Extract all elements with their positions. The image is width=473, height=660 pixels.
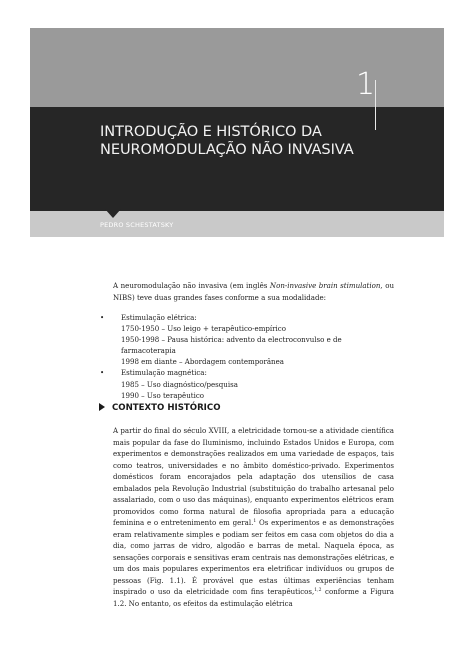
triangle-marker-icon	[99, 403, 105, 411]
intro-text-end: ou NIBS) teve duas grandes fases conforme a sua modalidade:	[113, 281, 394, 302]
list-item-label: Estimulação elétrica:	[121, 313, 197, 322]
footnote-ref-1: 1	[253, 519, 257, 524]
list-item-magnetic	[95, 367, 395, 400]
chapter-title: INTRODUÇÃO E HISTÓRICO DA NEUROMODULAÇÃO NÃO INVASIVA	[100, 123, 354, 158]
list-item-label: Estimulação magnética:	[121, 368, 207, 378]
list-subitem: 1950-1998 – Pausa histórica: advento da electroconvulso e de farmacoterapia	[121, 335, 342, 356]
chapter-author: PEDRO SCHESTATSKY	[100, 221, 174, 229]
list-subitem: 1985 – Uso diagnóstico/pesquisa	[121, 379, 238, 389]
chapter-number: 1	[356, 67, 376, 102]
modality-list	[95, 312, 395, 401]
list-subitem: 1750-1950 – Uso leigo + terapêutico-empírico	[121, 324, 286, 334]
history-paragraph	[113, 425, 394, 609]
bullet-icon: •	[100, 313, 105, 322]
intro-term-english: Non-invasive brain stimulation,	[269, 281, 383, 290]
history-text-part1: A partir do final do século XVIII, a eletricidade tornou-se a atividade científica mais popular da fase do Iluminismo, incluindo Estados Unidos e Europa, com experimentos e demonstrações realizados em uma variedade de espaços, tais como teatros, universidades e no âmbito doméstico-privado. Experimentos domésticos foram encorajados pela adaptação dos utensílios de casa embalados pela Revolução Industrial (substituição do trabalho artesanal pelo assalariado, com o uso das máquinas), enquanto experimentos elétricos eram promovidos como forma natural de filosofia apropriada para a educação feminina e o entretenimento em geral.	[113, 426, 394, 527]
section-heading-text: CONTEXTO HISTÓRICO	[112, 403, 221, 413]
history-text-part2: Os experimentos e as demonstrações eram relativamente simples e podiam ser feitos em casa com objetos do dia a dia, como jarras de vidro, algodão e barras de metal. Naquela época, as sensações corporais e sensitivas eram centrais nas demonstrações elétricas, e um dos mais populares experimentos era eletrificar indivíduos ou grupos de pessoas (Fig. 1.1). É provável que estas últimas experiências tenham inspirado o uso da eletricidade com fins terapêuticos,	[113, 518, 395, 596]
chapter-header-author-band	[30, 211, 444, 237]
section-heading	[99, 403, 221, 413]
bullet-icon: •	[100, 368, 105, 378]
footnote-ref-2: 1,2	[314, 588, 322, 593]
intro-text-start: A neuromodulação não invasiva (em inglês	[113, 281, 270, 290]
header-notch-marker	[105, 209, 121, 218]
chapter-header-top-band	[30, 28, 444, 107]
list-subitem: 1990 – Uso terapêutico	[121, 390, 205, 400]
history-text-part3: conforme a Figura 1.2. No entanto, os efeitos da estimulação elétrica	[113, 587, 395, 608]
intro-paragraph	[113, 280, 394, 303]
list-item-electrical	[95, 312, 395, 367]
list-subitem: 1998 em diante – Abordagem contemporânea	[121, 357, 284, 367]
